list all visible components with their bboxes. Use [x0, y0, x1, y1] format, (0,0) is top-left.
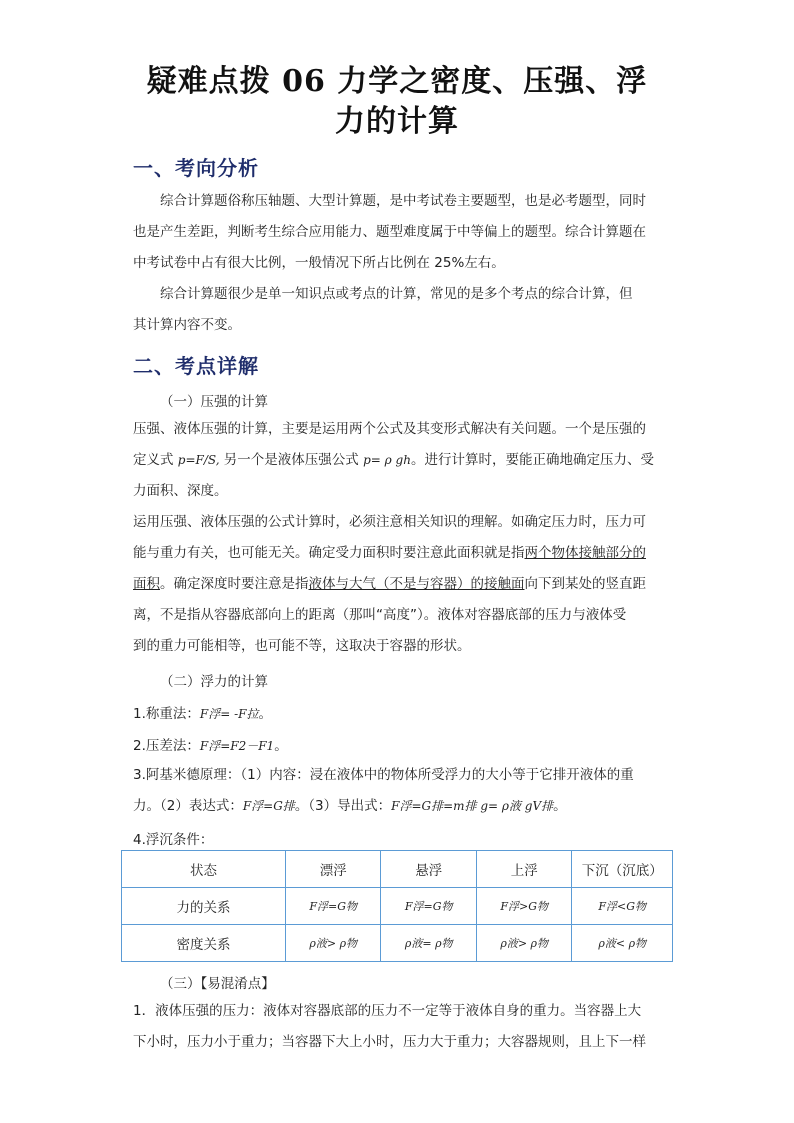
paragraph-analysis-2-cont — [133, 310, 663, 341]
text-line: 离，不是指从容器底部向上的距离（那叫“高度”）。液体对容器底部的压力与液体受 — [133, 607, 627, 623]
text-line: 3.阿基米德原理：（1）内容：浸在液体中的物体所受浮力的大小等于它排开液体的重 — [133, 767, 634, 783]
paragraph-pressure-2 — [133, 507, 663, 662]
formula-archimedes-derived: F浮=G排=m排 g= ρ液 gV排 — [391, 799, 554, 813]
text-line: 到的重力可能相等，也可能不等，这取决于容器的形状。 — [133, 638, 471, 654]
text-line: 运用压强、液体压强的公式计算时，必须注意相关知识的理解。如确定压力时，压力可 — [133, 514, 646, 530]
table-cell: F浮>G物 — [476, 888, 571, 925]
text-line: 也是产生差距，判断考生综合应用能力、题型难度属于中等偏上的题型。综合计算题在 — [133, 224, 646, 240]
table-cell: F浮=G物 — [286, 888, 381, 925]
text-line: 。 — [258, 706, 272, 722]
formula-weighing: F浮= -F拉 — [199, 707, 259, 721]
text-line: 综合计算题很少是单一知识点或考点的计算，常见的是多个考点的综合计算，但 — [160, 286, 633, 302]
table-cell: ρ液= ρ物 — [381, 925, 476, 962]
underlined-text: 液体与大气（不是与容器）的接触面 — [308, 576, 525, 592]
table-row — [122, 888, 673, 925]
text-line: 。进行计算时，要能正确地确定压力、受 — [410, 452, 654, 468]
subheading-confusion-points: （三）【易混淆点】 — [160, 976, 275, 992]
table-cell: ρ液> ρ物 — [286, 925, 381, 962]
formula-pressure-difference: F浮=F2－F1 — [199, 739, 275, 753]
underlined-text: 面积 — [133, 576, 160, 592]
text-line: 定义式 — [133, 452, 178, 468]
table-cell: 状态 — [122, 851, 286, 888]
section-heading-analysis: 一、考向分析 — [133, 156, 259, 180]
subheading-buoyancy: （二）浮力的计算 — [160, 674, 268, 690]
text-line: 。（3）导出式： — [294, 798, 392, 814]
table-cell: 密度关系 — [122, 925, 286, 962]
table-cell: 上浮 — [476, 851, 571, 888]
formula-pressure-definition: p=F/S, — [177, 453, 220, 467]
text-line: 。 — [274, 738, 288, 754]
table-cell: F浮<G物 — [572, 888, 673, 925]
paragraph-confusion-1 — [133, 996, 663, 1058]
table-header-row — [122, 851, 673, 888]
paragraph-pressure-1 — [133, 414, 663, 507]
paragraph-analysis-2 — [133, 279, 663, 310]
table-row — [122, 925, 673, 962]
text-line: 。确定深度时要注意是指 — [160, 576, 309, 592]
page-title — [60, 62, 734, 142]
text-line: 2.压差法： — [133, 738, 200, 754]
method-weighing — [133, 702, 272, 722]
table-cell: 下沉（沉底） — [572, 851, 673, 888]
title-line-1: 疑难点拨 06 力学之密度、压强、浮 — [146, 64, 648, 99]
title-line-2: 力的计算 — [335, 104, 459, 139]
table-cell: ρ液< ρ物 — [572, 925, 673, 962]
paragraph-analysis-1-cont — [133, 217, 663, 279]
text-line: 中考试卷中占有很大比例，一般情况下所占比例在 25%左右。 — [133, 255, 505, 271]
table-cell: 漂浮 — [286, 851, 381, 888]
text-line: 压强、液体压强的计算，主要是运用两个公式及其变形式解决有关问题。一个是压强的 — [133, 421, 646, 437]
text-line: 力。（2）表达式： — [133, 798, 243, 814]
text-line: 综合计算题俗称压轴题、大型计算题，是中考试卷主要题型，也是必考题型，同时 — [160, 193, 646, 209]
text-line: 向下到某处的竖直距 — [524, 576, 646, 592]
table-cell: 力的关系 — [122, 888, 286, 925]
table-cell: ρ液> ρ物 — [476, 925, 571, 962]
text-line: 。 — [553, 798, 567, 814]
formula-liquid-pressure: p= ρ gh — [363, 453, 411, 467]
table-cell: 悬浮 — [381, 851, 476, 888]
text-line: 能与重力有关，也可能无关。确定受力面积时要注意此面积就是指 — [133, 545, 525, 561]
table-cell: F浮=G物 — [381, 888, 476, 925]
method-pressure-difference — [133, 734, 288, 754]
sink-float-conditions-label: 4.浮沉条件： — [133, 832, 214, 848]
text-line: 其计算内容不变。 — [133, 317, 241, 333]
text-line: 另一个是液体压强公式 — [219, 452, 364, 468]
text-line: 1.称重法： — [133, 706, 200, 722]
text-line: 1．液体压强的压力：液体对容器底部的压力不一定等于液体自身的重力。当容器上大 — [133, 1003, 642, 1019]
formula-archimedes-expression: F浮=G排 — [242, 799, 295, 813]
paragraph-analysis-1 — [133, 186, 663, 217]
text-line: 力面积、深度。 — [133, 483, 228, 499]
method-archimedes — [133, 760, 663, 822]
underlined-text: 两个物体接触部分的 — [524, 545, 646, 561]
sink-float-table — [121, 850, 673, 962]
section-heading-details: 二、考点详解 — [133, 354, 259, 378]
subheading-pressure: （一）压强的计算 — [160, 394, 268, 410]
text-line: 下小时，压力小于重力；当容器下大上小时，压力大于重力；大容器规则，且上下一样 — [133, 1034, 646, 1050]
